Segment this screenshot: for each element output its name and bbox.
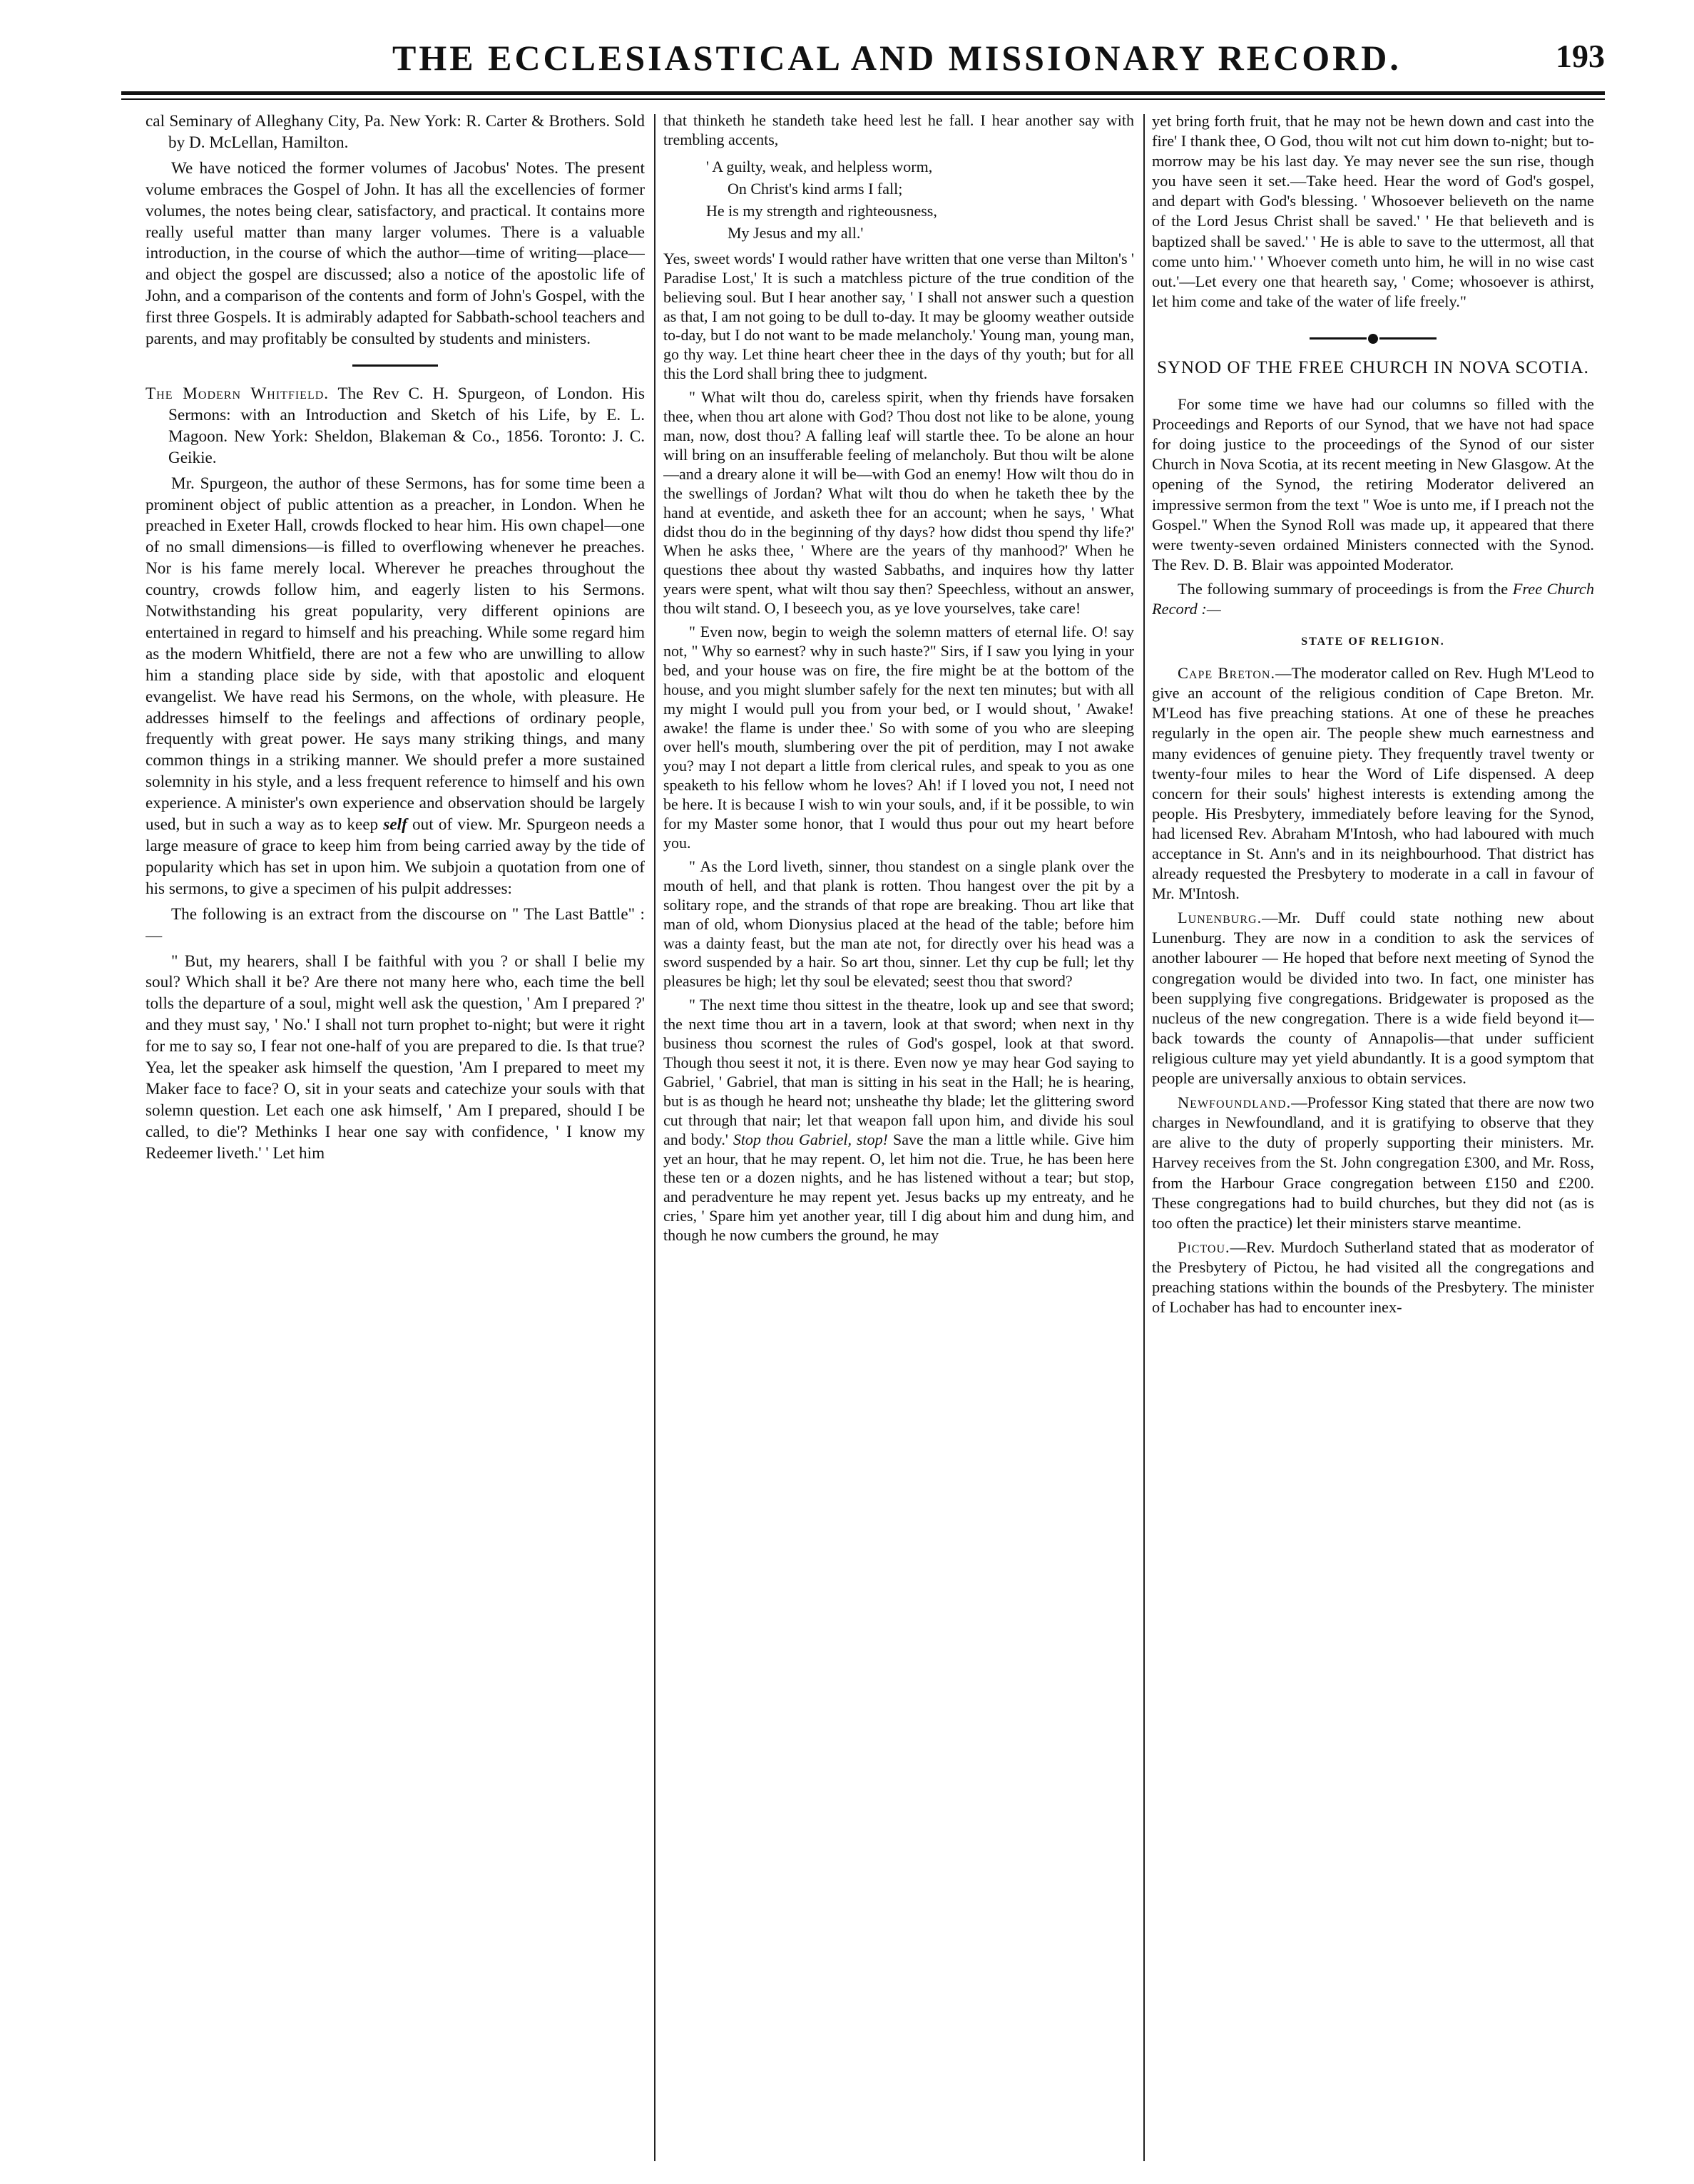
- book-citation-continued: cal Seminary of Alleghany City, Pa. New York: R. Carter & Brothers. Sold by D. McLellan, Hamilton.: [146, 112, 645, 152]
- review-spurgeon: [146, 474, 645, 900]
- summary-intro-text: The following summary of proceedings is from the: [1178, 579, 1513, 598]
- hymn-verse: [706, 155, 1134, 244]
- report-text: —The moderator called on Rev. Hugh M'Leod to give an account of the religious condition of Cape Breton. Mr. M'Leod has five preaching stations. At one of these he preaches regularly in the open air. The people shew much earnestness and many evidences of genuine piety. They frequently travel twenty or twenty-four miles to hear the Word of Life dispensed. A deep concern for their souls' highest interests is extending among the people. His Presbytery, immediately before leaving for the Synod, had licensed Rev. Abraham M'Intosh, who had laboured with much acceptance in St. Ann's and in its neighbourhood. That district has already requested the Presbytery to moderate in a call in favour of Mr. M'Intosh.: [1152, 664, 1594, 903]
- report-text: —Rev. Murdoch Sutherland stated that as moderator of the Presbytery of Pictou, he had visited all the congregations and preaching stations within the bounds of the Presbytery. The minister of Lochaber has had to encounter inex-: [1152, 1238, 1594, 1317]
- report-pictou: [1152, 1238, 1594, 1317]
- summary-intro-source: Free Church Record :—: [1152, 579, 1594, 618]
- sermon-extract-3: Yes, sweet words' I would rather have written that one verse than Milton's ' Paradise Lost,' It is such a matchless picture of the true condition of the believing soul. But I hear another say, ' I shall not answer such a question as that, I am not going to be dull to-day. It may be gloomy weather outside to-day, but I do not want to be made melancholy.' Young man, young man, go thy way. Let thine heart cheer thee in the days of thy youth; but for all this the Lord shall bring thee to judgment.: [663, 249, 1134, 383]
- sermon-extract-7: [663, 996, 1134, 1245]
- sermon-extract-5: " Even now, begin to weigh the solemn matters of eternal life. O! say not, " Why so earnest? why in such haste?" Sirs, if I saw you lying in your bed, and your house was on fire, the fire might be at the bottom of the house, and you might slumber safely for the next ten minutes; but with all my might I would pull you from your bed, or I would shout, ' Awake! awake! the flame is under thee.' So with some of you who are sleeping over hell's mouth, slumbering over the pit of perdition, may I not awake you? may I not depart a little from clerical rules, and speak to you as one speaketh to his fellow whom he loves? Ah! if I loved you not, I need not be here. It is because I wish to win your souls, and, if it be possible, to win for my Master some honor, that I would thus pour out my heart before you.: [663, 623, 1134, 852]
- ornament-divider: [1152, 327, 1594, 347]
- extract-intro: The following is an extract from the discourse on " The Last Battle" :—: [146, 904, 645, 945]
- review-spurgeon-text: Mr. Spurgeon, the author of these Sermons, has for some time been a prominent object of public attention as a preacher, in London. When he preached in Exeter Hall, crowds flocked to hear him. His own chapel—one of no small dimensions—is filled to overflowing whenever he preaches. Nor is his fame merely local. Wherever he preaches throughout the country, crowds follow him, and eagerly listen to his Sermons. Notwithstanding his great popularity, very different opinions are entertained in regard to himself and his preaching. While some regard him as the modern Whitfield, there are not a few who are unwilling to allow him a standing place side by side, with that apostolic and eloquent evangelist. We have read his Sermons, on the whole, with pleasure. He addresses himself to the feelings and affections of ordinary people, frequently with great power. He says many striking things, and many common things in a striking manner. We should prefer a more sustained solemnity in his style, and a less frequent reference to himself and his own experience. A minister's own experience and observation should be largely used, but in such a way as to keep: [146, 474, 645, 835]
- report-lead: Cape Breton.: [1178, 664, 1276, 683]
- review-spurgeon-text-end: out of view. Mr. Spurgeon needs a large measure of grace to keep him from being carried away by the tide of popularity which has set in upon him. We subjoin a quotation from one of his sermons, to give a specimen of his pulpit addresses:: [146, 815, 645, 898]
- verse-line: ' A guilty, weak, and helpless worm,: [706, 157, 933, 175]
- sermon-extract-7-emphasis: Stop thou Gabriel, stop!: [733, 1130, 888, 1148]
- report-newfoundland: [1152, 1093, 1594, 1233]
- report-lunenburg: [1152, 908, 1594, 1088]
- page-number: 193: [1556, 38, 1605, 74]
- report-cape-breton: [1152, 663, 1594, 904]
- sermon-extract-2: that thinketh he standeth take heed lest he fall. I hear another say with trembling accents,: [663, 111, 1134, 148]
- report-lead: Pictou.: [1178, 1238, 1230, 1256]
- report-lead: Newfoundland.: [1178, 1093, 1292, 1112]
- subheading-state-of-religion: STATE OF RELIGION.: [1301, 636, 1445, 648]
- review-jacobus-notes: We have noticed the former volumes of Jacobus' Notes. The present volume embraces the Gospel of John. It has all the excellencies of former volumes, the notes being clear, satisfactory, and practical. It contains more really useful matter than many larger volumes. There is a valuable introduction, in the course of which the author—time of writing—place—and object the gospel are discussed; also a notice of the apostolic life of John, and a comparison of the contents and form of John's Gospel, with the first three Gospels. It is admirably adapted for Sabbath-school teachers and parents, and may profitably be consulted by students and ministers.: [146, 158, 645, 349]
- column-divider-1: [654, 114, 655, 2161]
- report-text: —Professor King stated that there are now two charges in Newfoundland, and it is gratifying to observe that they are alive to the duty of properly supporting their ministers. Mr. Harvey receives from the St. John congregation £300, and Mr. Ross, from the Harbour Grace congregation between £150 and £200. These congregations had to build churches, but they did not (as is too often the practice) let their ministers starve meantime.: [1152, 1093, 1594, 1232]
- sermon-extract-6: " As the Lord liveth, sinner, thou standest on a single plank over the mouth of hell, and that plank is rotten. Thou hangest over the pit by a solitary rope, and the strands of that rope are breaking. Thou art like that man of old, whom Dionysius placed at the head of the table; before him was a dainty feast, but the man ate not, for directly over his head was a sword suspended by a hair. So art thou, sinner. Let thy cup be full; let thy pleasures be high; let thy soul be elevated; seest thou that sword?: [663, 857, 1134, 991]
- citation-lead: The Modern Whitfield.: [146, 384, 330, 403]
- review-spurgeon-emphasis: self: [383, 815, 407, 835]
- article-heading: SYNOD OF THE FREE CHURCH IN NOVA SCOTIA.: [1157, 358, 1589, 378]
- sermon-extract-4: " What wilt thou do, careless spirit, when thy friends have forsaken thee, when thou art alone with God? Thou dost not like to be alone, young man, now, dost thou? A falling leaf will startle thee. To be alone an hour will bring on an insufferable feeling of melancholy. But thou wilt be alone—and a dreary alone it will be—with God an enemy! How wilt thou do in the swellings of Jordan? What wilt thou do when he taketh thee by the hand at eventide, and asketh thee for an account; when he says, ' What didst thou do in the beginning of thy days? how didst thou spend thy life?' When he asks thee, ' Where are the years of thy manhood?' When he questions thee about thy wasted Sabbaths, and inquires how thy latter years were spent, what wilt thou say then? Speechless, without an answer, thou wilt stand. O, I beseech you, as ye love yourselves, take care!: [663, 388, 1134, 618]
- verse-line: He is my strength and righteousness,: [706, 201, 937, 220]
- verse-line: My Jesus and my all.': [728, 223, 864, 242]
- column-divider-2: [1143, 114, 1145, 2161]
- column-3: [1152, 111, 1594, 2165]
- report-lead: Lunenburg.: [1178, 909, 1262, 927]
- sermon-extract-end: yet bring forth fruit, that he may not be hewn down and cast into the fire' I thank thee, O God, thou wilt not cut him down to-night; but to-morrow may be his last day. Ye may never see the sun rise, though you have seen it set.—Take heed. Hear the word of God's gospel, and depart with God's blessing. ' Whosoever believeth on the name of the Lord Jesus Christ shall be saved.' ' He that believeth and is baptized shall be saved.' ' He is able to save to the uttermost, all that come unto him.' ' Whoever cometh unto him, he will in no wise cast out.'—Let every one that heareth say, ' Come; whosoever is athirst, let him come and take of the water of life freely.": [1152, 112, 1594, 310]
- sermon-extract-7-end: Save the man a little while. Give him yet an hour, that he may repent. O, let him not die. True, he has been here these ten or a dozen nights, and he has listened without a tear; but stop, and peradventure he may repent yet. Jesus backs up my entreaty, and he cries, ' Spare him yet another year, till I dig about him and dung him, and though he now cumbers the ground, he may: [663, 1130, 1134, 1245]
- column-1: [146, 111, 645, 2165]
- summary-intro: [1152, 579, 1594, 619]
- header-rule: [121, 91, 1605, 100]
- verse-line: On Christ's kind arms I fall;: [728, 179, 903, 198]
- sermon-extract-7-text: " The next time thou sittest in the theatre, look up and see that sword; the next time thou art in a tavern, look at that sword; when next in thy business thou scornest the rules of God's gospel, look at that sword. Though thou seest it not, it is there. Even now ye may hear God saying to Gabriel, ' Gabriel, that man is sitting in his seat in the Hall; he is hearing, but is as though he heard not; unsheathe thy blade; let the glittering sword cut through that nair; let that weapon fall upon him, and divide his soul and body.': [663, 996, 1134, 1148]
- book-citation-spurgeon: [146, 384, 645, 469]
- running-title: THE ECCLESIASTICAL AND MISSIONARY RECORD.: [392, 38, 1402, 78]
- citation-text: The Rev C. H. Spurgeon, of London. His Sermons: with an Introduction and Sketch of his Life, by E. L. Magoon. New York: Sheldon, Blakeman & Co., 1856. Toronto: J. C. Geikie.: [168, 384, 645, 467]
- synod-intro: For some time we have had our columns so filled with the Proceedings and Reports of our Synod, that we have not had space for doing justice to the proceedings of the Synod of our sister Church in Nova Scotia, at its recent meeting in New Glasgow. At the opening of the Synod, the retiring Moderator delivered an impressive sermon from the text " Woe is unto me, if I preach not the Gospel." When the Synod Roll was made up, it appeared that there were twenty-seven ordained Ministers connected with the Synod. The Rev. D. B. Blair was appointed Moderator.: [1152, 395, 1594, 573]
- page-header: [121, 37, 1605, 94]
- column-2: [663, 111, 1134, 2165]
- sermon-extract-1: " But, my hearers, shall I be faithful with you ? or shall I belie my soul? Which shall it be? Are there not many here who, each time the bell tolls the departure of a soul, might well ask the question, ' Am I prepared ?' and they must say, ' No.' I shall not turn prophet to-night; but were it right for me to say so, I fear not one-half of you are prepared to die. Is that true? Yea, let the speaker ask himself the question, 'Am I prepared to meet my Maker face to face? O, sit in your seats and catechize your souls with that solemn question. Let each one ask himself, ' Am I prepared, should I be called, to die'? Methinks I hear one say with confidence, ' I know my Redeemer liveth.' ' Let him: [146, 951, 645, 1163]
- section-separator: [352, 364, 438, 367]
- report-text: —Mr. Duff could state nothing new about Lunenburg. They are now in a condition to ask the services of another labourer — He hoped that before next meeting of Synod the congregation would be divided into two. In fact, one minister has been supplying five congregations. Bridgewater is proposed as the nucleus of the new congregation. There is a wide field beyond it—back towards the county of Annapolis—that under sufficient religious culture may yet yield abundantly. It is a good symptom that people are universally anxious to obtain services.: [1152, 909, 1594, 1088]
